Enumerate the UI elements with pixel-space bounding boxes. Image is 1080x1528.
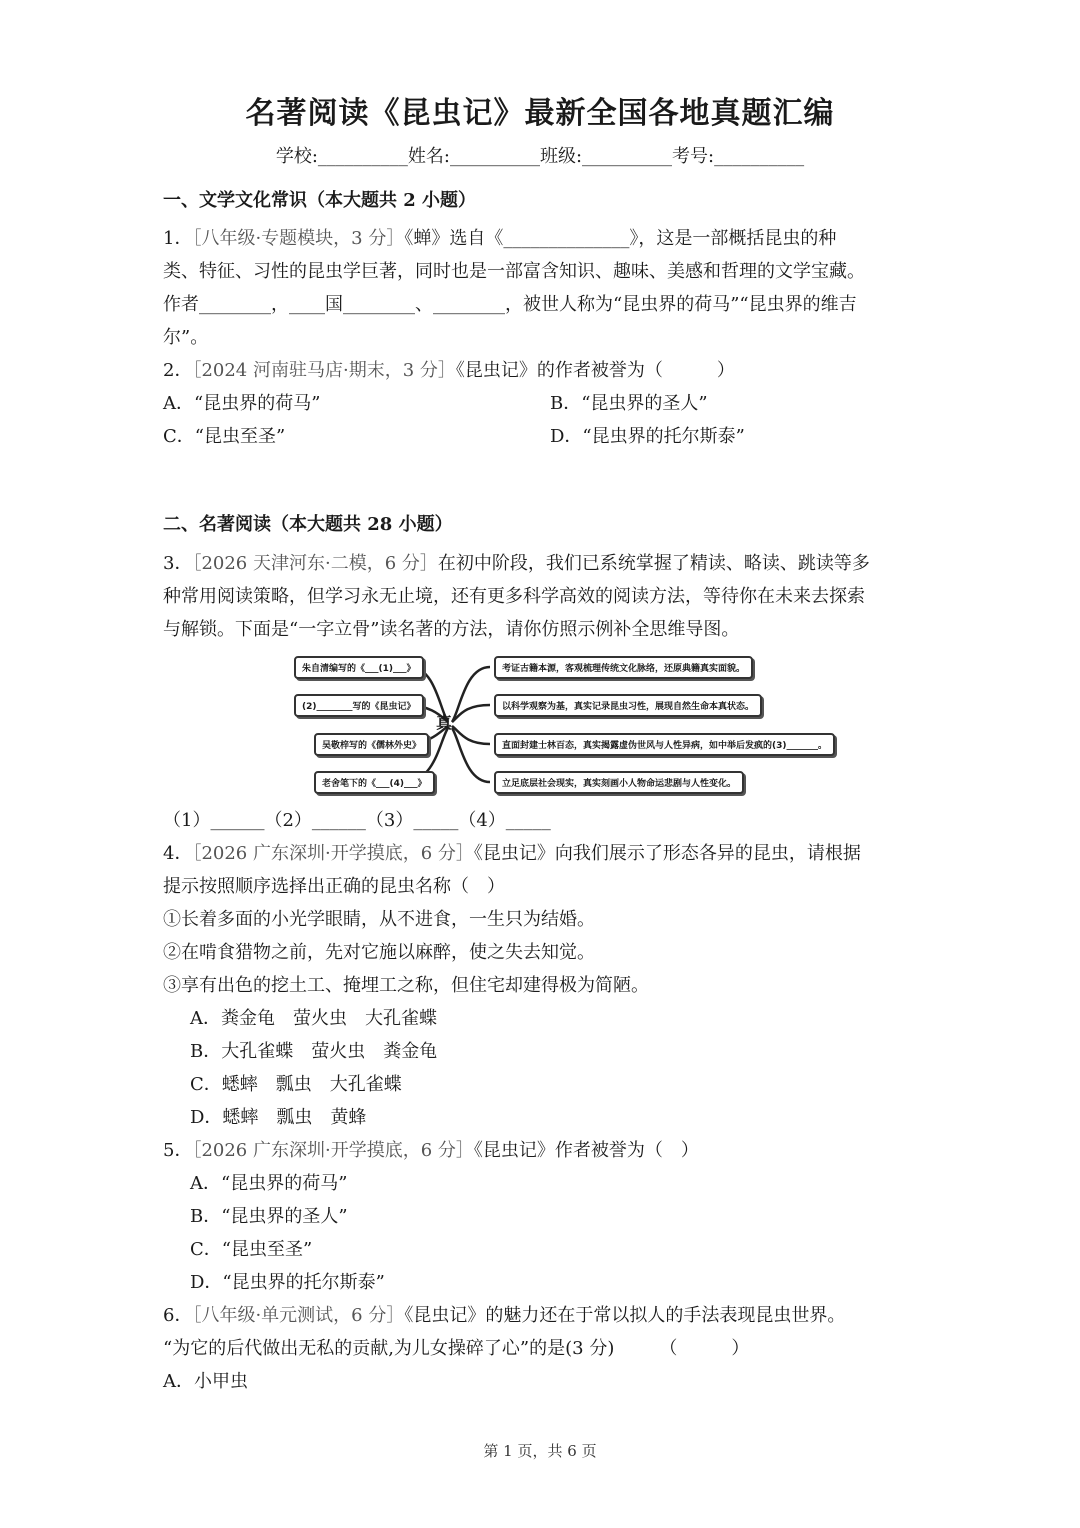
q2-text: 《昆虫记》的作者被誉为（ ） [455,360,735,381]
q3-line-2: 种常用阅读策略，但学习永无止境，还有更多科学高效的阅读方法，等待你在未来去探索 [163,586,865,607]
q5-stem [163,1138,699,1164]
q5-option-b: B．“昆虫界的圣人” [190,1206,348,1227]
q5-source: ［2026 广东深圳·开学摸底，6 分］ [192,1140,474,1161]
q2-number: 2． [163,360,193,381]
q4-source: ［2026 广东深圳·开学摸底，6 分］ [192,843,474,864]
q6-line-1 [163,1303,845,1329]
q4-option-c: C．蟋蟀 瓢虫 大孔雀蝶 [190,1074,402,1095]
student-info-line: 学校:__________姓名:__________班级:__________考号:__________ [275,146,805,167]
q2-option-b: B．“昆虫界的圣人” [550,393,708,414]
q2-stem [163,358,735,384]
q2-option-c: C．“昆虫至圣” [163,426,286,447]
q5-text: 《昆虫记》作者被誉为（ ） [473,1140,699,1161]
q4-option-d: D．蟋蟀 瓢虫 黄蜂 [190,1107,367,1128]
mind-map-right-1: 考证古籍本源，客观梳理传统文化脉络，还原典籍真实面貌。 [494,656,753,679]
q1-line-4: 尔”。 [163,327,209,348]
mind-map-left-2: (2)________写的《昆虫记》 [294,694,424,717]
q4-text: 《昆虫记》向我们展示了形态各异的昆虫，请根据 [473,843,861,864]
q4-hint-1: ①长着多面的小光学眼睛，从不进食，一生只为结婚。 [163,909,595,930]
mind-map-right-4: 立足底层社会现实，真实刻画小人物命运悲剧与人性变化。 [494,771,744,794]
mind-map-right-2: 以科学观察为基，真实记录昆虫习性，展现自然生命本真状态。 [494,694,762,717]
q5-option-a: A．“昆虫界的荷马” [190,1173,348,1194]
q3-answer-blanks: （1）______（2）______（3）_____（4）_____ [163,810,551,831]
q1-text: 《蝉》选自《______________》，这是一部概括昆虫的种 [404,228,837,249]
mind-map-center: 真 [436,713,453,732]
q3-source: ［2026 天津河东·二模，6 分］ [192,553,438,574]
q3-line-3: 与解锁。下面是“一字立骨”读名著的方法，请你仿照示例补全思维导图。 [163,619,740,640]
q1-line-3: 作者________，____国________、________，被世人称为“昆虫界的荷马”“昆虫界的维吉 [163,294,857,315]
mind-map-left-3: 吴敬梓写的《儒林外史》 [314,733,429,756]
q1-source: ［八年级·专题模块，3 分］ [192,228,405,249]
q4-line-2: 提示按照顺序选择出正确的昆虫名称（ ） [163,876,505,897]
mind-map [290,650,827,800]
q2-option-d: D．“昆虫界的托尔斯泰” [550,426,745,447]
q5-number: 5． [163,1140,193,1161]
q6-option-a: A．小甲虫 [163,1371,248,1392]
q1-line-1 [163,226,836,252]
q4-hint-3: ③享有出色的挖土工、掩埋工之称，但住宅却建得极为简陋。 [163,975,649,996]
q2-source: ［2024 河南驻马店·期末，3 分］ [192,360,456,381]
q1-line-2: 类、特征、习性的昆虫学巨著，同时也是一部富含知识、趣味、美感和哲理的文学宝藏。 [163,261,865,282]
mind-map-left-4: 老舍笔下的《___(4)___》 [314,771,435,794]
q1-number: 1． [163,228,193,249]
q4-number: 4． [163,843,193,864]
q6-source: ［八年级·单元测试，6 分］ [192,1305,405,1326]
q4-option-a: A．粪金龟 萤火虫 大孔雀蝶 [190,1008,437,1029]
q2-option-a: A．“昆虫界的荷马” [163,393,321,414]
q6-line-2: “为它的后代做出无私的贡献,为儿女操碎了心”的是(3 分) （ ） [163,1338,750,1359]
q4-line-1 [163,841,861,867]
q5-option-d: D．“昆虫界的托尔斯泰” [190,1272,385,1293]
page-title: 名著阅读《昆虫记》最新全国各地真题汇编 [245,96,835,131]
mind-map-left-1: 朱自清编写的《___(1)___》 [294,656,424,679]
q3-text: 在初中阶段，我们已系统掌握了精读、略读、跳读等多 [437,553,870,574]
q5-option-c: C．“昆虫至圣” [190,1239,313,1260]
q6-text: 《昆虫记》的魅力还在于常以拟人的手法表现昆虫世界。 [404,1305,846,1326]
page-footer: 第 1 页，共 6 页 [483,1442,597,1460]
q6-number: 6． [163,1305,193,1326]
q4-hint-2: ②在啃食猎物之前，先对它施以麻醉，使之失去知觉。 [163,942,595,963]
q3-number: 3． [163,553,193,574]
q3-line-1 [163,551,870,577]
q4-option-b: B．大孔雀蝶 萤火虫 粪金龟 [190,1041,438,1062]
section-heading-2: 二、名著阅读（本大题共 28 小题） [163,514,453,535]
section-heading-1: 一、文学文化常识（本大题共 2 小题） [163,190,477,211]
mind-map-right-3: 直面封建士林百态，真实揭露虚伪世风与人性异病，如中举后发疯的(3)_______。 [494,733,835,756]
